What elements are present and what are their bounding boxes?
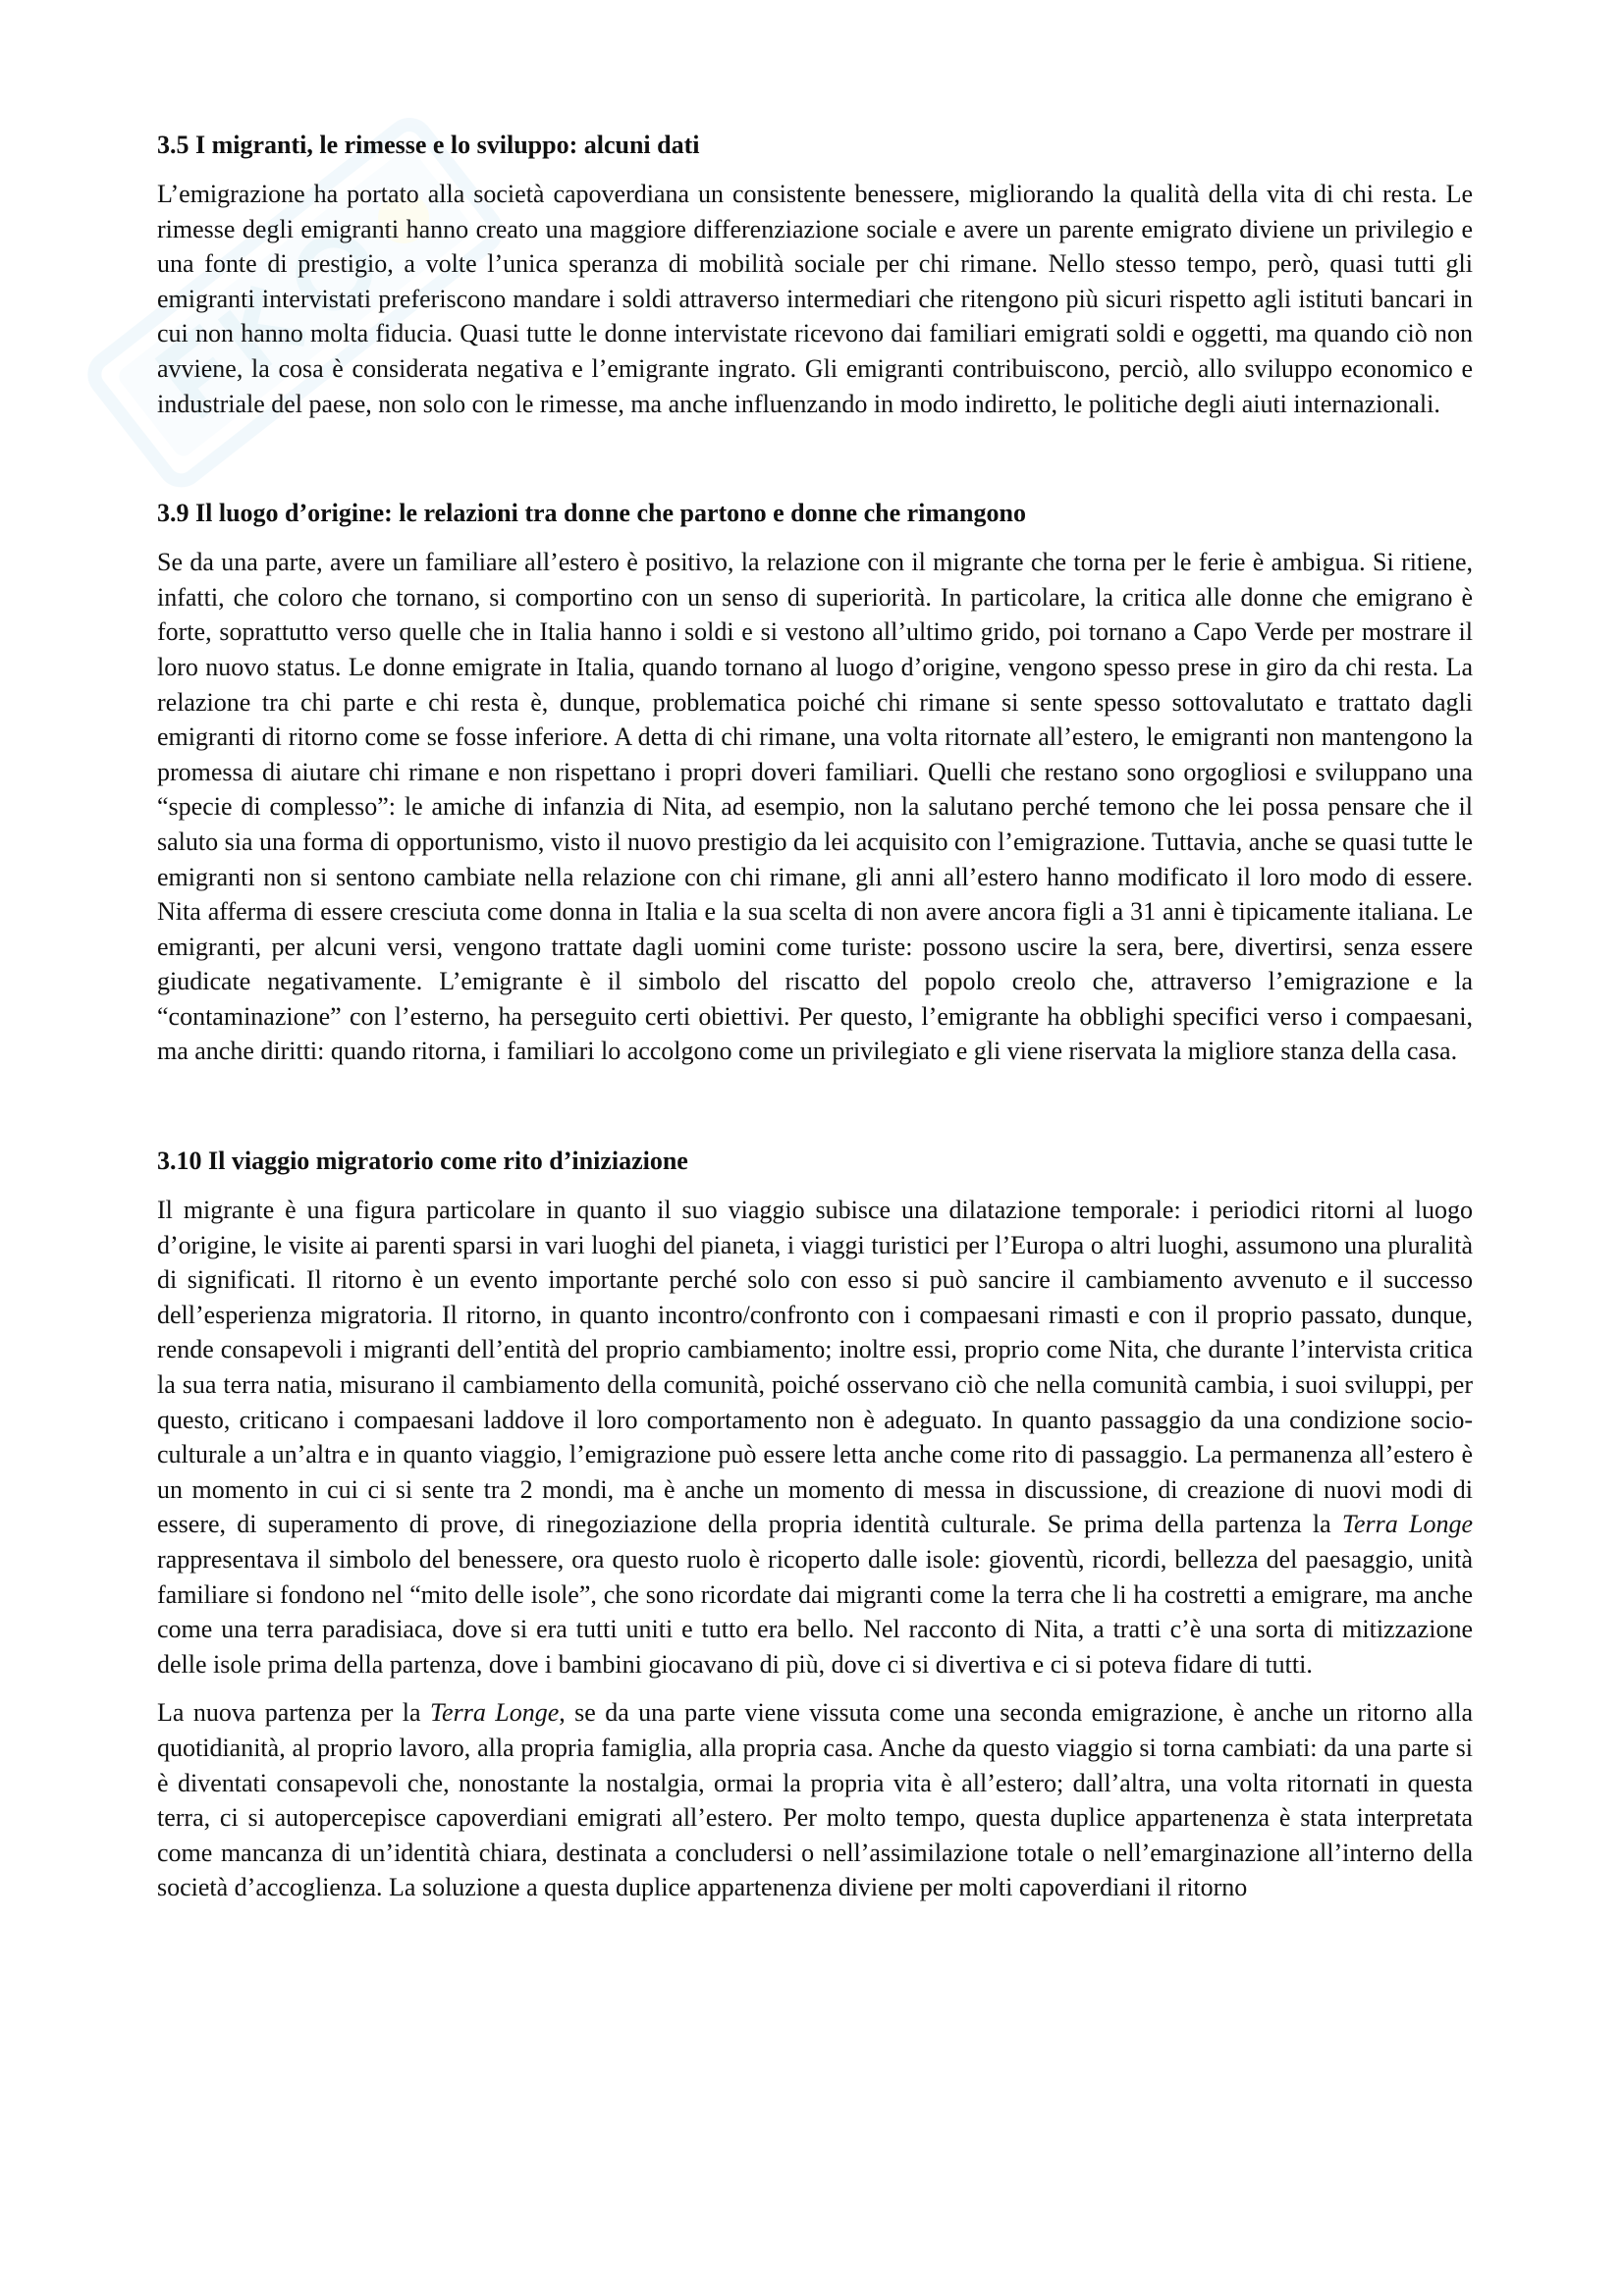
text-run: L’emigrazione ha portato alla società capoverdiana un consistente benessere, migliorando la qualità della vita di chi resta. Le rimesse degli emigranti hanno creato una maggiore differenziazione sociale e avere un parente emigrato diviene un privilegio e una fonte di prestigio, a volte l’unica speranza di mobilità sociale per chi rimane. Nello stesso tempo, però, quasi tutti gli emigranti intervistati preferiscono mandare i soldi attraverso intermediari che ritengono più sicuri rispetto agli istituti bancari in cui non hanno molta fiducia. Quasi tutte le donne intervistate ricevono dai familiari emigrati soldi e oggetti, ma quando ciò non avviene, la cosa è considerata negativa e l’emigrante ingrato. Gli emigranti contribuiscono, perciò, allo sviluppo economico e industriale del paese, non solo con le rimesse, ma anche influenzando in modo indiretto, le politiche degli aiuti internazionali.	[157, 180, 1473, 418]
text-run: Se da una parte, avere un familiare all’estero è positivo, la relazione con il migrante che torna per le ferie è ambigua. Si ritiene, infatti, che coloro che tornano, si comportino con un senso di superiorità. In particolare, la critica alle donne che emigrano è forte, soprattutto verso quelle che in Italia hanno i soldi e si vestono all’ultimo grido, poi tornano a Capo Verde per mostrare il loro nuovo status. Le donne emigrate in Italia, quando tornano al luogo d’origine, vengono spesso prese in giro da chi resta. La relazione tra chi parte e chi resta è, dunque, problematica poiché chi rimane si sente spesso sottovalutato e trattato dagli emigranti di ritorno come se fosse inferiore. A detta di chi rimane, una volta ritornate all’estero, le emigranti non mantengono la promessa di aiutare chi rimane e non rispettano i propri doveri familiari. Quelli che restano sono orgogliosi e sviluppano una “specie di complesso”: le amiche di infanzia di Nita, ad esempio, non la salutano perché temono che lei possa pensare che il saluto sia una forma di opportunismo, visto il nuovo prestigio da lei acquisito con l’emigrazione. Tuttavia, anche se quasi tutte le emigranti non si sentono cambiate nella relazione con chi rimane, gli anni all’estero hanno modificato il loro modo di essere. Nita afferma di essere cresciuta come donna in Italia e la sua scelta di non avere ancora figli a 31 anni è tipicamente italiana. Le emigranti, per alcuni versi, vengono trattate dagli uomini come turiste: possono uscire la sera, bere, divertirsi, senza essere giudicate negativamente. L’emigrante è il simbolo del riscatto del popolo creolo che, attraverso l’emigrazione e la “contaminazione” con l’esterno, ha perseguito certi obiettivi. Per questo, l’emigrante ha obblighi specifici verso i compaesani, ma anche diritti: quando ritorna, i familiari lo accolgono come un privilegiato e gli viene riservata la migliore stanza della casa.	[157, 548, 1473, 1066]
section-3-9	[157, 496, 1473, 1069]
paragraph	[157, 545, 1473, 1069]
text-run: , se da una parte viene vissuta come una seconda emigrazione, è anche un ritorno alla quotidianità, al proprio lavoro, alla propria famiglia, alla propria casa. Anche da questo viaggio si torna cambiati: da una parte si è diventati consapevoli che, nonostante la nostalgia, ormai la propria vita è all’estero; dall’altra, una volta ritornati in questa terra, ci si autopercepisce capoverdiani emigrati all’estero. Per molto tempo, questa duplice appartenenza è stata interpretata come mancanza di un’identità chiara, destinata a concludersi o nell’assimilazione totale o nell’emarginazione all’interno della società d’accoglienza. La soluzione a questa duplice appartenenza diviene per molti capoverdiani il ritorno	[157, 1698, 1474, 1902]
section-body	[157, 177, 1473, 421]
text-run: Il migrante è una figura particolare in quanto il suo viaggio subisce una dilatazione temporale: i periodici ritorni al luogo d’origine, le visite ai parenti sparsi in vari luoghi del pianeta, i viaggi turistici per l’Europa o altri luoghi, assumono una pluralità di significati. Il ritorno è un evento importante perché solo con esso si può sancire il cambiamento avvenuto e il successo dell’esperienza migratoria. Il ritorno, in quanto incontro/confronto con i compaesani rimasti e con il proprio passato, dunque, rende consapevoli i migranti dell’entità del proprio cambiamento; inoltre essi, proprio come Nita, che durante l’intervista critica la sua terra natia, misurano il cambiamento della comunità, poiché osservano ciò che nella comunità cambia, i suoi sviluppi, per questo, criticano i compaesani laddove il loro comportamento non è adeguato. In quanto passaggio da una condizione socio-culturale a un’altra e in quanto viaggio, l’emigrazione può essere letta anche come rito di passaggio. La permanenza all’estero è un momento in cui ci si sente tra 2 mondi, ma è anche un momento di messa in discussione, di creazione di nuovi modi di essere, di superamento di prove, di rinegoziazione della propria identità culturale. Se prima della partenza la	[157, 1196, 1473, 1539]
section-body	[157, 1193, 1473, 1905]
italic-text: Terra Longe	[429, 1698, 560, 1728]
text-run: rappresentava il simbolo del benessere, ora questo ruolo è ricoperto dalle isole: gioventù, ricordi, bellezza del paesaggio, unità familiare si fondono nel “mito delle isole”, che sono ricordate dai migranti come la terra che li ha costretti a emigrare, ma anche come una terra paradisiaca, dove si era tutti uniti e tutto era bello. Nel racconto di Nita, a tratti c’è una sorta di mitizzazione delle isole prima della partenza, dove i bambini giocavano di più, dove ci si divertiva e ci si poteva fidare di tutti.	[157, 1545, 1473, 1679]
italic-text: Terra Longe	[1341, 1510, 1473, 1539]
section-title: 3.9 Il luogo d’origine: le relazioni tra donne che partono e donne che rimangono	[157, 499, 1026, 528]
section-title: 3.5 I migranti, le rimesse e lo sviluppo: alcuni dati	[157, 131, 700, 159]
section-3-5	[157, 128, 1473, 421]
paragraph	[157, 177, 1473, 421]
paragraph	[157, 1193, 1473, 1682]
text-run: La nuova partenza per la	[157, 1698, 430, 1728]
paragraph	[157, 1695, 1473, 1905]
section-title: 3.10 Il viaggio migratorio come rito d’iniziazione	[157, 1147, 688, 1176]
section-body	[157, 545, 1473, 1069]
section-3-10	[157, 1144, 1473, 1905]
document-page	[157, 128, 1473, 1905]
